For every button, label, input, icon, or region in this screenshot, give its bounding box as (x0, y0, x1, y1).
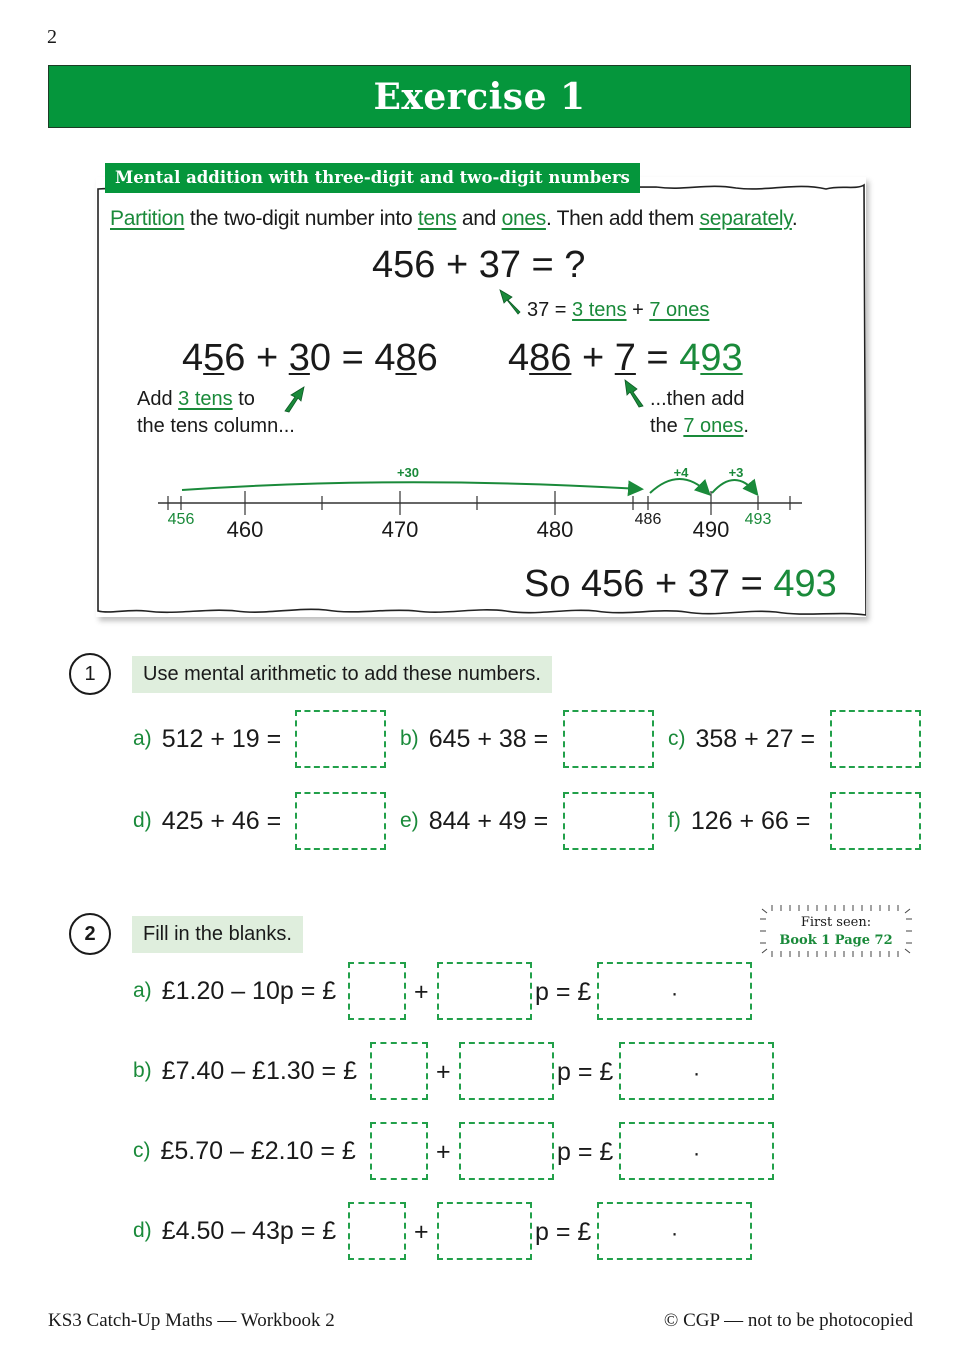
digits-underlined: 86 (529, 337, 572, 379)
step2-equation (508, 337, 743, 380)
instruction-text: . (791, 207, 798, 230)
question-number-2: 2 (69, 913, 111, 955)
answer-box-2c-total[interactable] (619, 1122, 774, 1180)
partition-note (527, 299, 709, 322)
example-instruction (110, 207, 797, 231)
answer-box-1c[interactable] (830, 710, 921, 768)
q1-item-d (133, 792, 281, 850)
burst-stroke (762, 909, 767, 913)
partition-plus: + (626, 299, 650, 321)
item-label: b) (133, 1059, 152, 1082)
item-label: d) (133, 1219, 152, 1242)
item-label: c) (133, 1139, 151, 1162)
digit: 4 (374, 337, 396, 379)
partition-ones: 7 ones (649, 299, 710, 321)
keyword-partition: Partition (110, 207, 185, 230)
item-expression: 425 + 46 = (161, 806, 282, 835)
q2-item-b (133, 1042, 357, 1100)
plus-sign: + (436, 1058, 451, 1086)
digit: 0 (309, 337, 332, 379)
example-heading-tag: Mental addition with three-digit and two-digit numbers (105, 163, 640, 193)
keyword-tens: tens (417, 207, 457, 230)
equals-sign: = (635, 337, 680, 379)
decimal-point: . (671, 1215, 678, 1241)
mid-label: 486 (634, 511, 662, 528)
note-text: the tens column... (137, 415, 295, 437)
footer-book-title: KS3 Catch-Up Maths — Workbook 2 (48, 1310, 335, 1331)
step1-note (137, 386, 295, 440)
item-label: b) (400, 727, 419, 750)
answer-digit: 4 (679, 337, 701, 379)
answer-box-2a-total[interactable] (597, 962, 752, 1020)
answer-box-2d-pence[interactable] (437, 1202, 532, 1260)
note-text: Add (137, 388, 179, 410)
digit-ones: 7 (614, 337, 636, 379)
item-expression: £7.40 – £1.30 = £ (161, 1056, 357, 1085)
example-conclusion (524, 563, 837, 606)
answer-box-2b-pounds[interactable] (370, 1042, 428, 1100)
step1-equation (182, 337, 438, 380)
answer-box-2a-pence[interactable] (437, 962, 532, 1020)
answer-box-1f[interactable] (830, 792, 921, 850)
instruction-text: and (456, 207, 502, 230)
answer-box-2c-pence[interactable] (459, 1122, 554, 1180)
decimal-point: . (693, 1135, 700, 1161)
plus-sign: + (436, 1138, 451, 1166)
exercise-banner (48, 65, 911, 128)
burst-stroke (762, 949, 767, 953)
jump-label: +4 (673, 465, 689, 480)
pence-equals: p = £ (535, 1218, 592, 1246)
plus-sign: + (414, 978, 429, 1006)
q1-item-a (133, 710, 281, 768)
answer-box-1b[interactable] (563, 710, 654, 768)
digit: 4 (508, 337, 530, 379)
footer-copyright: © CGP — not to be photocopied (663, 1310, 913, 1331)
item-label: c) (668, 727, 686, 750)
answer-box-1e[interactable] (563, 792, 654, 850)
answer-box-1d[interactable] (295, 792, 386, 850)
item-expression: 844 + 49 = (428, 806, 549, 835)
question-number-1: 1 (69, 653, 111, 695)
conclusion-text: So 456 + 37 = (524, 563, 774, 605)
question-2-prompt: Fill in the blanks. (132, 916, 303, 953)
item-label: e) (400, 809, 419, 832)
item-expression: £1.20 – 10p = £ (161, 976, 337, 1005)
answer-digits: 93 (700, 337, 743, 379)
first-seen-reference: Book 1 Page 72 (779, 933, 893, 948)
plus-sign: + (245, 337, 289, 379)
major-label: 480 (536, 517, 574, 542)
note-text: to (232, 388, 255, 410)
equals-sign: = (331, 337, 375, 379)
item-expression: 126 + 66 = (690, 806, 811, 835)
decimal-point: . (693, 1055, 700, 1081)
instruction-text: . Then add them (545, 207, 700, 230)
digit: 4 (182, 337, 204, 379)
plus-sign: + (571, 337, 615, 379)
note-keyword: 3 tens (178, 388, 233, 410)
note-text: the (650, 415, 684, 437)
end-label: 493 (744, 511, 772, 528)
exercise-title: Exercise 1 (373, 75, 586, 118)
plus-sign: + (414, 1218, 429, 1246)
example-question: 456 + 37 = ? (372, 244, 586, 286)
burst-stroke (905, 909, 910, 913)
item-expression: £4.50 – 43p = £ (161, 1216, 337, 1245)
burst-border (758, 903, 914, 959)
item-label: a) (133, 727, 152, 750)
digit: 6 (224, 337, 246, 379)
q1-item-e (400, 792, 548, 850)
partition-tens: 3 tens (572, 299, 627, 321)
major-label: 490 (692, 517, 730, 542)
item-expression: 512 + 19 = (161, 724, 282, 753)
q1-item-c (668, 710, 815, 768)
digit: 6 (416, 337, 438, 379)
pence-equals: p = £ (557, 1058, 614, 1086)
note-text: ...then add (650, 388, 745, 410)
jump-arrow-30 (182, 482, 640, 490)
jump-arrow-3 (712, 480, 756, 493)
q2-item-c (133, 1122, 356, 1180)
q2-item-d (133, 1202, 336, 1260)
conclusion-answer: 493 (773, 563, 837, 605)
answer-box-2b-total[interactable] (619, 1042, 774, 1100)
burst-stroke (905, 949, 910, 953)
note-keyword: 7 ones (683, 415, 744, 437)
item-label: d) (133, 809, 152, 832)
answer-box-2c-pounds[interactable] (370, 1122, 428, 1180)
digit-tens: 8 (395, 337, 417, 379)
answer-box-2b-pence[interactable] (459, 1042, 554, 1100)
digit-tens: 5 (203, 337, 225, 379)
step2-note (650, 386, 749, 440)
arrow-up-right-icon (282, 384, 308, 414)
q2-item-a (133, 962, 336, 1020)
keyword-ones: ones (501, 207, 546, 230)
item-label: a) (133, 979, 152, 1002)
answer-box-2d-total[interactable] (597, 1202, 752, 1260)
answer-box-2d-pounds[interactable] (348, 1202, 406, 1260)
item-expression: 645 + 38 = (428, 724, 549, 753)
decimal-point: . (671, 975, 678, 1001)
item-label: f) (668, 809, 681, 832)
arrow-up-left-icon (496, 286, 524, 316)
keyword-separately: separately (699, 207, 792, 230)
digit-tens: 3 (288, 337, 310, 379)
page-number: 2 (47, 26, 57, 48)
answer-box-2a-pounds[interactable] (348, 962, 406, 1020)
jump-label: +3 (728, 465, 744, 480)
question-1-prompt: Use mental arithmetic to add these numbers. (132, 656, 552, 693)
first-seen-label: First seen: (800, 915, 872, 930)
start-label: 456 (167, 511, 195, 528)
q1-item-f (668, 792, 810, 850)
jump-arrow-4 (650, 479, 708, 493)
q1-item-b (400, 710, 548, 768)
item-expression: £5.70 – £2.10 = £ (160, 1136, 356, 1165)
note-text: . (743, 415, 749, 437)
partition-lead: 37 = (527, 299, 573, 321)
number-line (150, 455, 810, 550)
answer-box-1a[interactable] (295, 710, 386, 768)
arrow-up-left-icon (621, 376, 647, 408)
instruction-text: the two-digit number into (184, 207, 418, 230)
pence-equals: p = £ (557, 1138, 614, 1166)
major-label: 460 (226, 517, 264, 542)
jump-label: +30 (396, 465, 420, 480)
item-expression: 358 + 27 = (695, 724, 816, 753)
first-seen-badge (758, 903, 914, 959)
pence-equals: p = £ (535, 978, 592, 1006)
major-label: 470 (381, 517, 419, 542)
